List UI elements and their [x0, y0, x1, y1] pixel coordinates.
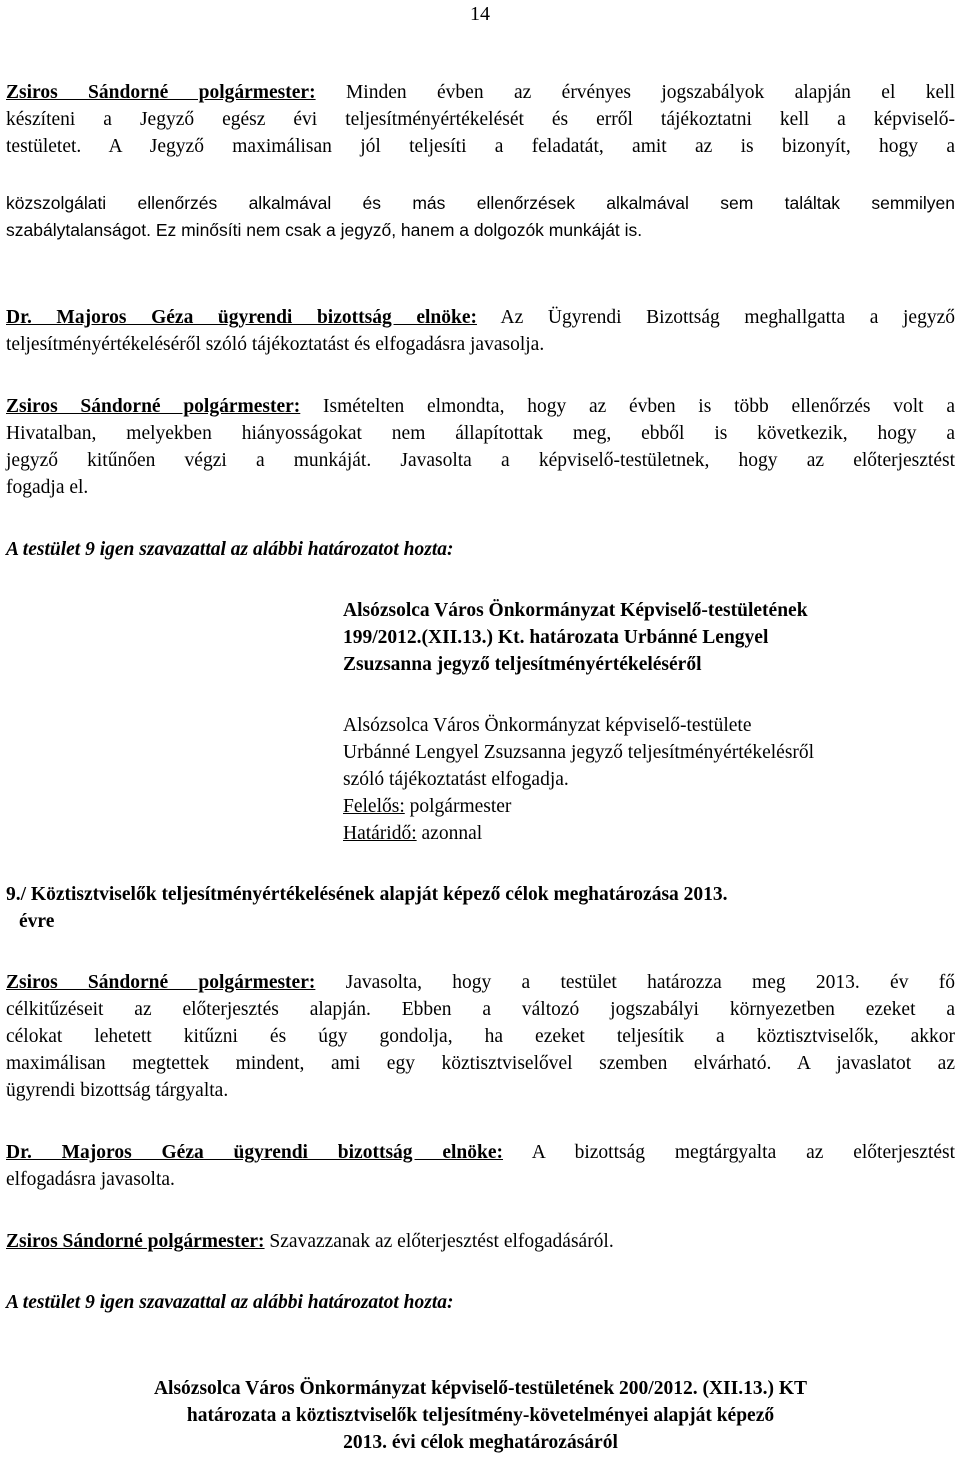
text: Minden évben az érvényes jogszabályok alapján el kell	[345, 82, 956, 103]
speaker-name: Zsiros Sándorné polgármester:	[6, 1231, 265, 1252]
agenda-item-heading: évre	[19, 911, 55, 932]
speaker-name: Zsiros Sándorné polgármester:	[6, 82, 316, 103]
text: Az Ügyrendi Bizottság meghallgatta a jegyző	[500, 307, 955, 328]
paragraph-line: Hivatalban, melyekben hiányosságokat nem állapítottak meg, ebből is következik, hogy a	[6, 423, 955, 444]
deadline-label: Határidő:	[343, 823, 417, 844]
resolution-title-line: Alsózsolca Város Önkormányzat Képviselő-testületének	[343, 600, 808, 621]
paragraph-line: célokat lehetett kitűzni és úgy gondolja, ha ezeket teljesítik a köztisztviselők, akkor	[6, 1026, 955, 1047]
agenda-item-heading: 9./ Köztisztviselők teljesítményértékelésének alapját képező célok meghatározása 2013.	[6, 884, 728, 905]
deadline-value: azonnal	[421, 823, 483, 844]
paragraph-line	[6, 79, 955, 106]
speaker-name: Dr. Majoros Géza ügyrendi bizottság elnöke:	[6, 307, 477, 328]
resolution-title-line: határozata a köztisztviselők teljesítmény-követelményei alapját képező	[186, 1405, 775, 1426]
page-number: 14	[470, 3, 490, 25]
resolution-title-line: Zsuzsanna jegyző teljesítményértékeléséről	[343, 654, 702, 675]
responsible-value: polgármester	[409, 796, 512, 817]
resolution-body-line: szóló tájékoztatást elfogadja.	[343, 769, 569, 790]
deadline-line	[343, 820, 955, 847]
paragraph-line	[6, 1228, 955, 1255]
paragraph-line: készíteni a Jegyző egész évi teljesítményértékelését és erről tájékoztatni kell a képviselő-	[6, 109, 955, 130]
resolution-title-line: Alsózsolca Város Önkormányzat képviselő-testületének 200/2012. (XII.13.) KT	[153, 1378, 808, 1399]
paragraph-line	[6, 393, 955, 420]
speaker-name: Dr. Majoros Géza ügyrendi bizottság elnöke:	[6, 1142, 504, 1163]
paragraph-line	[6, 969, 955, 996]
paragraph-line: célkitűzéseit az előterjesztés alapján. Ebben a változó jogszabályi környezetben ezeket a	[6, 999, 955, 1020]
paragraph-line	[6, 304, 955, 331]
responsible-label: Felelős:	[343, 796, 405, 817]
resolution-body-line: Urbánné Lengyel Zsuzsanna jegyző teljesítményértékelésről	[343, 742, 815, 763]
speaker-name: Zsiros Sándorné polgármester:	[6, 972, 316, 993]
speaker-name: Zsiros Sándorné polgármester:	[6, 396, 301, 417]
vote-statement: A testület 9 igen szavazattal az alábbi határozatot hozta:	[6, 1292, 454, 1313]
resolution-title-line: 2013. évi célok meghatározásáról	[343, 1432, 618, 1453]
text: Szavazzanak az előterjesztést elfogadásáról.	[269, 1231, 614, 1252]
resolution-body-line: Alsózsolca Város Önkormányzat képviselő-testülete	[343, 715, 752, 736]
resolution-title-line: 199/2012.(XII.13.) Kt. határozata Urbánné Lengyel	[343, 627, 769, 648]
paragraph-line: teljesítményértékeléséről szóló tájékoztatást és elfogadásra javasolja.	[6, 334, 545, 355]
paragraph-line: maximálisan megtettek mindent, ami egy köztisztviselővel szemben elvárható. A javaslatot az	[6, 1053, 955, 1074]
paragraph-line: szabálytalanságot. Ez minősíti nem csak a jegyző, hanem a dolgozók munkáját is.	[6, 220, 643, 240]
paragraph-line: jegyző kitűnően végzi a munkáját. Javasolta a képviselő-testületnek, hogy az előterjesztést	[6, 450, 955, 471]
responsible-line	[343, 793, 955, 820]
paragraph-line: testületet. A Jegyző maximálisan jól teljesíti a feladatát, amit az is bizonyít, hogy a	[6, 136, 955, 157]
paragraph-line	[6, 1139, 955, 1166]
vote-statement: A testület 9 igen szavazattal az alábbi határozatot hozta:	[6, 539, 454, 560]
paragraph-line: ügyrendi bizottság tárgyalta.	[6, 1080, 229, 1101]
text: A bizottság megtárgyalta az előterjesztést	[531, 1142, 955, 1163]
text: Javasolta, hogy a testület határozza meg 2013. év fő	[345, 972, 955, 993]
paragraph-line: elfogadásra javasolta.	[6, 1169, 175, 1190]
paragraph-line: közszolgálati ellenőrzés alkalmával és más ellenőrzések alkalmával sem találtak semmilyen	[6, 193, 955, 213]
text: Ismételten elmondta, hogy az évben is több ellenőrzés volt a	[323, 396, 956, 417]
paragraph-line: fogadja el.	[6, 477, 89, 498]
